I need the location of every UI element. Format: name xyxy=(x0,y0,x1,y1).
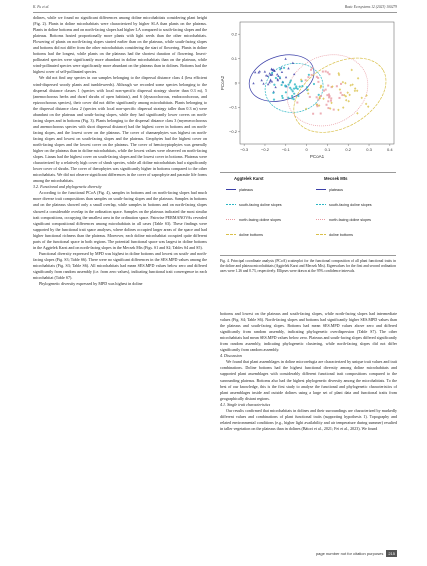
data-point xyxy=(292,62,294,64)
data-point xyxy=(295,87,297,89)
data-point xyxy=(307,92,309,95)
data-point xyxy=(361,97,363,100)
data-point xyxy=(342,106,344,109)
data-point xyxy=(317,81,319,83)
data-point xyxy=(322,71,324,73)
legend-swatch-icon xyxy=(226,202,236,207)
legend-title-mecsek: Mecsek Mts xyxy=(324,176,348,181)
data-point xyxy=(367,105,369,108)
legend-label: south-facing doline slopes xyxy=(329,202,372,207)
running-header-authors: K. Fu et al. xyxy=(33,5,50,9)
data-point xyxy=(291,95,293,97)
data-point xyxy=(313,83,315,85)
left_column-paragraph: According to the functional PCoA (Fig. 4), samples in bottoms and on north-facing slopes had much more diverse trait compositions than samples on south-facing slopes and the plateaus. Samples in bottoms and on the plateaus showed only a small overlap, while samples in bottoms and on north-facing slopes showed a considerable overlap in the ordination space. Samples on the plateaus indicated the most similar trait compositions, occupying the smallest area in the ordination space. Pairwise PERMANOVAs revealed significant compositional differences among microhabitats in all cases (Table S3). These findings were supported by the functional trait space analyses, where dolines occupied larger areas of the space and had higher functional richness than the plateaus. Moreover, each doline microhabitat occupied quite different parts of the functional space in both regions. The potential functional space was largest in doline bottoms in the Aggtelek Karst and on north-facing slopes in the Mecsek Mts (Figs. S1 and S2; Tables S4 and S5). xyxy=(33,190,207,250)
legend-item xyxy=(226,187,253,192)
data-point xyxy=(316,96,318,98)
legend-label: north-facing doline slopes xyxy=(329,217,372,222)
data-point xyxy=(291,97,293,99)
data-point xyxy=(270,68,272,70)
legend-label: doline bottoms xyxy=(329,232,353,237)
data-point xyxy=(292,90,294,92)
legend-swatch-icon xyxy=(226,232,236,237)
x-tick-label: 0 xyxy=(305,147,308,152)
right-text-column xyxy=(220,311,397,432)
data-point xyxy=(293,88,295,90)
legend-item xyxy=(316,202,372,207)
legend-swatch-icon xyxy=(226,187,236,192)
data-point xyxy=(348,94,350,97)
data-point xyxy=(273,84,275,86)
x-tick-label: 0.4 xyxy=(387,147,393,152)
data-point xyxy=(326,104,328,106)
right_column-paragraph: Our results confirmed that microhabitats in dolines and their surroundings are characterized by markedly different values and combinations of plant functional traits (supporting hypothesis 1). Topography and related environmental conditions (e.g., higher light availability and air temperature during summer) resulted in taller vegetation on the plateaus than in dolines (Bátori et al., 2021; Fei et al., 2023). We found xyxy=(220,407,397,431)
data-point xyxy=(268,72,270,74)
data-point xyxy=(282,81,284,83)
right_column-paragraph: bottoms and lowest on the plateaus and south-facing slopes, while north-facing slopes had intermediate values (Fig. S4; Table S6). North-facing slopes and bottoms had significantly higher SES.MPD values than the plateaus and south-facing slopes. Bottoms had mean SES.MPD values above zero and differed significantly from random assembly, indicating phylogenetic overdispersion (Table S7). The other microhabitats had mean SES.MPD values below zero. Plateaus and south-facing slopes differed significantly from random assembly, indicating phylogenetic clustering, while north-facing slopes did not differ significantly from random assembly. xyxy=(220,311,397,353)
legend-label: south-facing doline slopes xyxy=(239,202,282,207)
legend-swatch-icon xyxy=(226,217,236,222)
data-point xyxy=(336,85,338,87)
legend-swatch-icon xyxy=(316,232,326,237)
data-point xyxy=(328,73,330,75)
data-point xyxy=(271,72,273,74)
x-tick-label: 0.2 xyxy=(345,147,351,152)
data-point xyxy=(346,91,348,94)
legend-label: plateaus xyxy=(329,187,343,192)
data-point xyxy=(327,71,329,73)
data-point xyxy=(272,92,274,94)
page-footer xyxy=(316,550,397,557)
data-point xyxy=(287,67,289,69)
x-tick-label: −0.2 xyxy=(261,147,269,152)
legend-label: plateaus xyxy=(239,187,253,192)
data-point xyxy=(264,70,266,72)
data-point xyxy=(333,109,335,111)
data-point xyxy=(311,67,313,69)
legend-item xyxy=(316,187,343,192)
plot-frame xyxy=(240,22,394,144)
data-point xyxy=(349,84,351,87)
data-point xyxy=(340,92,342,94)
data-point xyxy=(354,90,356,93)
data-point xyxy=(301,85,303,87)
data-point xyxy=(294,83,296,85)
data-point xyxy=(356,90,358,93)
data-point xyxy=(274,86,276,88)
data-point xyxy=(351,69,353,72)
data-point xyxy=(325,70,327,72)
y-axis-label: PCoA2 xyxy=(220,75,225,91)
data-point xyxy=(282,97,284,99)
data-point xyxy=(281,95,283,97)
legend-item xyxy=(226,232,263,237)
figure-legend xyxy=(220,172,396,256)
data-point xyxy=(342,81,344,84)
data-point xyxy=(322,97,324,100)
data-point xyxy=(279,76,281,78)
data-point xyxy=(317,99,319,101)
data-point xyxy=(326,94,328,96)
data-point xyxy=(287,97,289,99)
y-tick-label: 0.1 xyxy=(231,55,237,61)
data-point xyxy=(351,83,353,86)
x-tick-label: −0.1 xyxy=(281,147,290,152)
pcoa-scatterplot xyxy=(218,16,398,166)
data-point xyxy=(323,90,325,92)
legend-swatch-icon xyxy=(316,187,326,192)
legend-swatch-icon xyxy=(316,217,326,222)
data-point xyxy=(283,67,285,69)
right_column-section-heading: 4. Discussion xyxy=(220,353,242,359)
data-point xyxy=(357,77,359,80)
data-point xyxy=(284,85,286,87)
data-point xyxy=(279,68,281,70)
data-point xyxy=(296,102,298,104)
left_column-paragraph: Functional diversity expressed by MPD was highest in doline bottoms and lowest on south- and north-facing slopes (Fig. S3; Table S6). There were no significant differences in the SES.MPD values among the microhabitats (Fig. S3; Table S6). All microhabitats had mean SES.MPD values below zero and differed significantly from random assembly (i.e. from zero values), indicating functional trait convergence in each microhabitat (Table S7). xyxy=(33,250,207,281)
data-point xyxy=(284,58,286,60)
data-point xyxy=(354,87,356,90)
data-point xyxy=(317,77,319,79)
data-point xyxy=(307,76,309,78)
data-point xyxy=(311,74,313,76)
right_column-section-heading: 4.1. Single trait characteristics xyxy=(220,401,271,407)
data-point xyxy=(312,113,314,115)
data-point xyxy=(356,112,358,115)
data-point xyxy=(299,86,301,88)
data-point xyxy=(273,99,275,101)
y-tick-label: −0.2 xyxy=(229,129,237,135)
x-tick-label: 0.1 xyxy=(324,147,331,152)
legend-label: north-facing doline slopes xyxy=(239,217,282,222)
data-point xyxy=(259,70,261,72)
x-axis-label: PCoA1 xyxy=(309,154,325,159)
data-point xyxy=(327,85,329,87)
data-point xyxy=(327,107,329,109)
data-point xyxy=(287,84,289,86)
figure-caption: Fig. 4. Principal coordinate analysis (PCoA) scatterplot for the functional composition of all plant functional traits in the doline and plateau microhabitats (Aggtelek Karst and Mecsek Mts). Eigenvalues for the first and second ordination axes were 1.26 and 0.73, respectively. Ellipses were drawn at the 95% confidence intervals. xyxy=(220,259,396,274)
data-point xyxy=(293,93,295,95)
data-point xyxy=(330,97,332,99)
left-text-column xyxy=(33,15,207,287)
left_column-paragraph: We did not find any species in our samples belonging to the dispersal distance class 4 (less efficient wind-dispersed woody plants and tumbleweeds). Although we recorded some species belonging to the dispersal distance classes 1 (species with local non-specific dispersal strategy shorter than 0.3 m), 5 (anemochorous herbs and dwarf shrubs of open habitats), and 6 (dyszoochorous, endozoochorous, and epizoochorous species), their cover did not differ significantly among microhabitats. Plants belonging to the dispersal distance class 2 (species with local non-specific dispersal strategy taller than 0.3 m) were abundant on the plateaus and south-facing slopes, while they had significantly lower covers on north-facing slopes and in bottoms (Fig. 3). Plants belonging to the dispersal distance class 3 (myrmecochorous and anemochorous species with short dispersal distance) had the highest cover in bottoms and on north-facing slopes, and the lowest cover on the plateaus. The cover of chamaephytes was highest on north-facing slopes and lowest on south-facing slopes and the plateaus. Geophytes had the highest cover on north-facing slopes and the lowest cover on the plateaus. The cover of hemicryptophytes was generally higher on the plateaus than in doline microhabitats, while the lowest values were observed on north-facing slopes. Lianas had the highest cover on south-facing slopes and the lowest cover in bottoms. Plateaus were characterized by a relatively high cover of shrub species, while all doline microhabitats had a significantly lower cover of shrubs. The cover of therophytes was significantly higher in bottoms compared to the other microhabitats. We did not observe significant differences in the cover of saprophyte and parasite life forms among the microhabitats. xyxy=(33,75,207,184)
data-point xyxy=(309,96,311,98)
data-point xyxy=(348,100,350,103)
data-point xyxy=(252,82,254,84)
data-point xyxy=(297,95,299,97)
data-point xyxy=(254,71,256,73)
y-tick-label: 0.2 xyxy=(231,31,237,37)
data-point xyxy=(260,79,262,81)
data-point xyxy=(262,82,264,84)
data-point xyxy=(341,94,343,96)
left_column-section-heading: 3.2. Functional and phylogenetic diversity xyxy=(33,184,102,190)
data-point xyxy=(344,82,346,85)
x-tick-label: 0.3 xyxy=(366,147,372,152)
data-point xyxy=(365,103,367,106)
data-point xyxy=(285,91,287,93)
data-point xyxy=(275,77,277,79)
data-point xyxy=(308,74,310,76)
data-point xyxy=(305,79,307,81)
data-point xyxy=(320,112,322,114)
data-point xyxy=(306,86,308,88)
data-point xyxy=(285,76,287,78)
right_column-paragraph: We found that plant assemblages in doline microrefugia are characterized by unique trait values and trait combinations. Doline bottoms had the highest functional diversity among doline microhabitats and supported plant assemblages with considerably different functional trait compositions compared to the surrounding plateaus. Bottoms also had the highest phylogenetic diversity among the microhabitats. To the best of our knowledge, this is the first study to analyse the functional and phylogenetic characteristics of plant assemblages inside and outside dolines using a large set of plant data and functional traits from geographically distant regions. xyxy=(220,359,397,401)
left_column-paragraph: dolines, while we found no significant differences among doline microhabitats considering plant height (Fig. 2). Plants in doline microhabitats were characterized by higher SLA than plants on the plateaus. Plants in doline bottoms and on north-facing slopes had higher LA compared to south-facing slopes and the plateaus. Bottoms hosted proportionally more plants with light seeds than the other microhabitats. Flowering of plants on north-facing slopes started earlier than on the plateaus, while south-facing slopes and bottoms did not differ from the other microhabitats considering the start of flowering. Plants in doline bottoms had the longest, while plants on the plateaus had the shortest duration of flowering. Insect-pollinated species were significantly more abundant in doline microhabitats than on the plateaus, while wind-pollinated species were significantly more abundant on the plateaus than in dolines. Bottoms had the highest cover of self-pollinated species. xyxy=(33,15,207,75)
data-point xyxy=(265,74,267,76)
legend-title-aggtelek: Aggtelek Karst xyxy=(234,176,264,181)
legend-item xyxy=(226,217,281,222)
data-point xyxy=(328,96,330,98)
data-point xyxy=(289,81,291,83)
y-tick-label: −0.1 xyxy=(229,104,237,110)
header-divider xyxy=(33,12,397,13)
data-point xyxy=(276,73,278,75)
legend-item xyxy=(316,232,353,237)
x-tick-label: −0.3 xyxy=(240,147,249,152)
data-point xyxy=(345,99,347,102)
data-point xyxy=(281,84,283,86)
data-point xyxy=(281,71,283,73)
data-point xyxy=(330,102,332,105)
left_column-paragraph: Phylogenetic diversity expressed by MPD was highest in doline xyxy=(39,281,143,287)
data-point xyxy=(339,88,341,91)
running-header-journal: Basic Ecosystems 12 (2023) 100279 xyxy=(344,5,397,9)
data-point xyxy=(325,89,327,91)
legend-label: doline bottoms xyxy=(239,232,263,237)
data-point xyxy=(337,109,339,112)
legend-swatch-icon xyxy=(316,202,326,207)
legend-item xyxy=(316,217,371,222)
data-point xyxy=(340,83,342,85)
legend-item xyxy=(226,202,282,207)
data-point xyxy=(310,69,312,71)
footer-note: page number not for citation purposes xyxy=(315,551,384,556)
data-point xyxy=(318,94,320,96)
data-point xyxy=(330,100,332,102)
data-point xyxy=(338,97,340,99)
data-point xyxy=(293,73,295,75)
data-point xyxy=(327,100,329,102)
page-number: 215 xyxy=(388,551,395,556)
y-tick-label: 0 xyxy=(234,80,237,86)
